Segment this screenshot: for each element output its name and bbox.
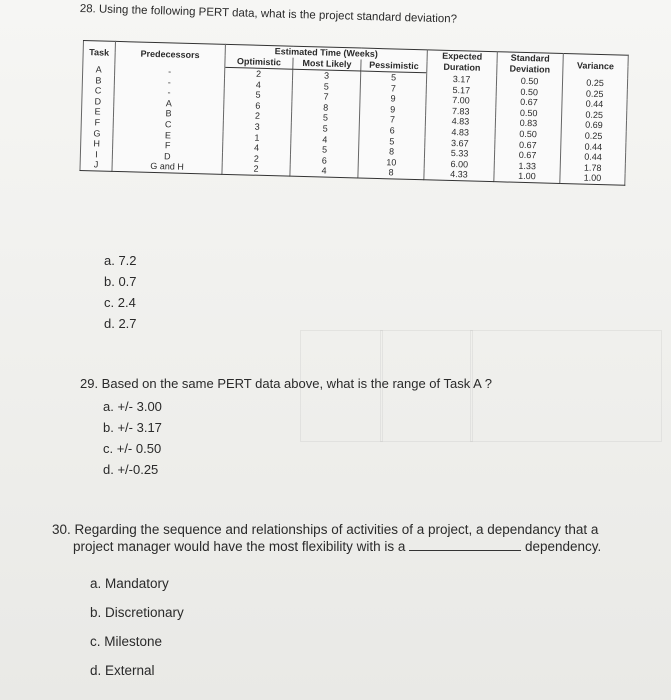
q29-choice-b[interactable]: b. +/- 3.17 [103, 420, 162, 435]
most-likely-cell: 7 [292, 91, 360, 103]
most-likely-cell: 6 [290, 154, 358, 166]
task-cell: B [82, 75, 114, 86]
optimistic-cell: 2 [222, 163, 290, 176]
header-optimistic: Optimistic [225, 56, 293, 69]
question-30-line-2 [73, 538, 601, 555]
task-cell: I [80, 149, 112, 160]
pessimistic-cell: 10 [358, 156, 424, 168]
question-30-line-2-text: project manager would have the most flexibility with is a [73, 539, 406, 554]
q29-choice-c[interactable]: c. +/- 0.50 [103, 441, 162, 456]
q28-choice-d[interactable]: d. 2.7 [104, 316, 137, 331]
predecessor-cell: E [113, 128, 223, 142]
expected-duration-cell: 7.83 [426, 105, 496, 117]
variance-cell: 0.25 [562, 88, 627, 100]
optimistic-cell: 6 [224, 100, 292, 112]
question-29-text: 29. Based on the same PERT data above, what is the range of Task A ? [80, 376, 492, 391]
predecessor-cell: - [115, 64, 225, 78]
q30-choice-a[interactable]: a. Mandatory [90, 576, 169, 591]
expected-duration-cell: 3.67 [425, 137, 495, 149]
header-most-likely: Most Likely [293, 58, 361, 71]
predecessor-cell: A [114, 97, 224, 111]
expected-duration-cell: 4.83 [425, 126, 495, 138]
task-cell: G [81, 128, 113, 139]
most-likely-cell: 5 [291, 112, 359, 124]
task-cell: E [81, 106, 113, 117]
most-likely-cell: 8 [292, 101, 360, 113]
q29-choice-a[interactable]: a. +/- 3.00 [103, 399, 162, 414]
q28-choice-b[interactable]: b. 0.7 [104, 274, 137, 289]
predecessor-cell: - [114, 75, 224, 89]
optimistic-cell: 2 [222, 153, 290, 165]
optimistic-cell: 4 [224, 78, 292, 90]
pert-table-body [80, 64, 628, 186]
optimistic-cell: 2 [223, 110, 291, 122]
expected-duration-cell: 5.17 [426, 84, 496, 96]
task-cell: A [83, 64, 115, 76]
q30-choice-b[interactable]: b. Discretionary [90, 605, 184, 620]
variance-cell: 0.25 [562, 76, 627, 89]
task-cell: D [82, 96, 114, 107]
pessimistic-cell: 7 [360, 82, 426, 94]
q28-choice-a[interactable]: a. 7.2 [104, 253, 137, 268]
variance-cell: 1.78 [560, 162, 625, 174]
expected-duration-cell: 3.17 [426, 73, 496, 86]
optimistic-cell: 5 [224, 89, 292, 101]
std-dev-cell: 0.50 [496, 86, 562, 98]
most-likely-cell: 5 [290, 144, 358, 156]
q30-choice-c[interactable]: c. Milestone [90, 634, 163, 649]
most-likely-cell: 5 [291, 123, 359, 135]
header-expected-duration: Expected Duration [427, 50, 498, 75]
pessimistic-cell: 5 [359, 135, 425, 147]
most-likely-cell: 4 [290, 165, 358, 178]
predecessor-cell: - [114, 86, 224, 100]
task-cell: F [81, 117, 113, 128]
task-cell: C [82, 85, 114, 96]
optimistic-cell: 3 [223, 121, 291, 133]
header-variance: Variance [563, 53, 629, 78]
pessimistic-cell: 7 [359, 114, 425, 126]
pert-table [79, 40, 628, 186]
predecessor-cell: D [112, 150, 222, 164]
predecessor-cell: B [113, 107, 223, 121]
expected-duration-cell: 5.33 [424, 147, 494, 159]
expected-duration-cell: 4.33 [424, 169, 494, 182]
header-task: Task [83, 41, 116, 65]
question-28-text: 28. Using the following PERT data, what is the project standard deviation? [79, 2, 458, 26]
std-dev-cell: 0.67 [496, 96, 562, 108]
variance-cell: 0.25 [562, 109, 627, 121]
variance-cell: 0.44 [561, 141, 626, 153]
pessimistic-cell: 6 [359, 124, 425, 136]
task-cell: H [81, 138, 113, 149]
pessimistic-cell: 5 [360, 71, 426, 84]
question-29-choices [103, 396, 162, 480]
task-cell: J [80, 159, 112, 171]
question-30-line-2-end: dependency. [524, 539, 602, 554]
q30-choice-d[interactable]: d. External [90, 663, 155, 678]
header-estimated-time: Estimated Time (Weeks) [225, 44, 427, 61]
variance-cell: 0.25 [561, 130, 626, 142]
expected-duration-cell: 4.83 [425, 116, 495, 128]
std-dev-cell: 0.83 [495, 118, 561, 130]
expected-duration-cell: 7.00 [426, 94, 496, 106]
predecessor-cell: F [113, 139, 223, 153]
std-dev-cell: 0.50 [496, 107, 562, 119]
std-dev-cell: 0.50 [496, 75, 562, 88]
optimistic-cell: 4 [223, 142, 291, 154]
predecessor-cell: G and H [112, 160, 222, 174]
answer-blank [409, 538, 521, 551]
question-30-choices [90, 569, 184, 685]
most-likely-cell: 4 [291, 133, 359, 145]
pessimistic-cell: 8 [358, 146, 424, 158]
header-predecessors: Predecessors [115, 41, 226, 67]
variance-cell: 0.44 [560, 151, 625, 163]
variance-cell: 1.00 [560, 172, 625, 185]
std-dev-cell: 1.33 [494, 160, 560, 172]
header-standard-deviation: Standard Deviation [497, 52, 564, 77]
std-dev-cell: 1.00 [494, 171, 560, 184]
variance-cell: 0.44 [562, 98, 627, 110]
predecessor-cell: C [113, 118, 223, 132]
optimistic-cell: 1 [223, 131, 291, 143]
pessimistic-cell: 8 [358, 167, 424, 180]
most-likely-cell: 5 [292, 80, 360, 92]
std-dev-cell: 0.67 [495, 139, 561, 151]
q29-choice-d[interactable]: d. +/-0.25 [103, 462, 159, 477]
pessimistic-cell: 9 [360, 93, 426, 105]
variance-cell: 0.69 [561, 119, 626, 131]
q28-choice-c[interactable]: c. 2.4 [104, 295, 136, 310]
std-dev-cell: 0.50 [495, 128, 561, 140]
most-likely-cell: 3 [292, 69, 360, 82]
expected-duration-cell: 6.00 [424, 158, 494, 170]
question-30-line-1: 30. Regarding the sequence and relationships of activities of a project, a dependancy that a [52, 522, 599, 537]
question-28-choices [104, 250, 137, 334]
std-dev-cell: 0.67 [494, 149, 560, 161]
header-pessimistic: Pessimistic [361, 60, 427, 73]
pessimistic-cell: 9 [360, 103, 426, 115]
optimistic-cell: 2 [225, 67, 293, 80]
